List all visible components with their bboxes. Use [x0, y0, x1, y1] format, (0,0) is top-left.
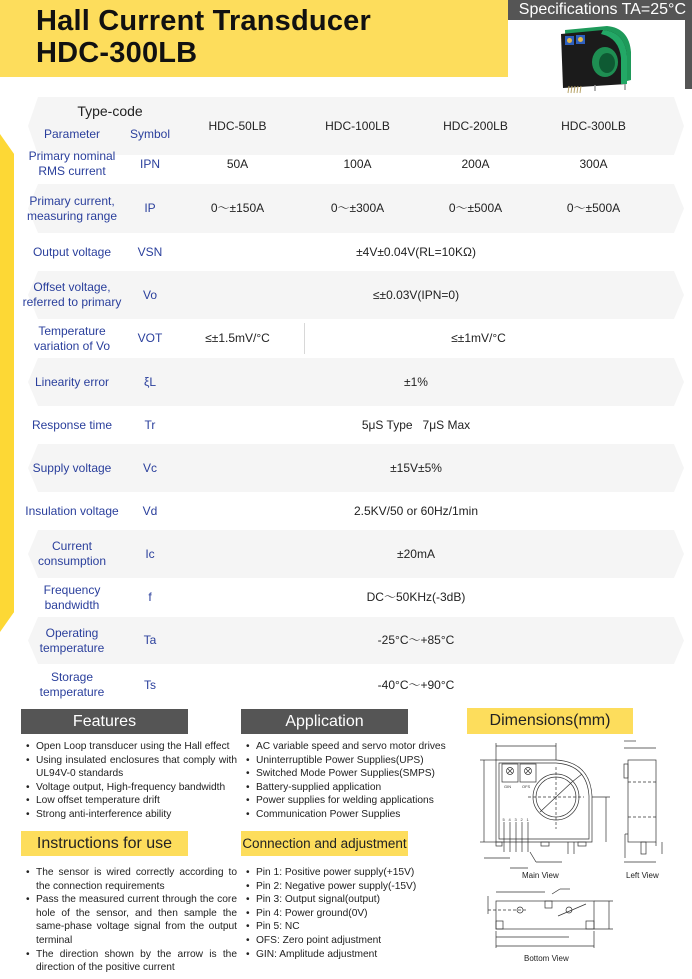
pin-number: 1: [526, 817, 529, 822]
type-code-label: Type-code: [77, 103, 143, 119]
param-line: variation of Vo: [33, 338, 111, 353]
pin-number: 2: [520, 817, 523, 822]
connection-heading: Connection and adjustment: [241, 831, 408, 856]
specifications-label: Specifications TA=25°C: [518, 1, 686, 18]
pin-number: 5: [502, 817, 505, 822]
list-item: • Strong anti-interference ability: [24, 808, 237, 822]
list-item: • Power supplies for welding applications: [244, 794, 460, 808]
param-line: Primary nominal: [28, 149, 116, 163]
symbol: Vd: [142, 503, 158, 518]
param-line: Current: [51, 539, 92, 553]
pin-number: 3: [514, 817, 517, 822]
table-row: [0, 530, 692, 578]
title-line-1: Hall Current Transducer: [36, 5, 371, 37]
value: ±15V±5%: [390, 460, 442, 475]
param-line: referred to primary: [22, 295, 122, 309]
left-view-drawing: [624, 741, 662, 862]
symbol: VOT: [137, 331, 163, 345]
value: -40°C～+90°C: [377, 677, 455, 692]
symbol: ξL: [143, 374, 157, 389]
application-heading: Application: [241, 709, 408, 734]
value: 300A: [579, 156, 608, 171]
value: 0～±150A: [210, 201, 265, 215]
list-item: • Communication Power Supplies: [244, 808, 460, 822]
symbol: VSN: [137, 244, 163, 259]
param-line: Storage: [50, 670, 93, 684]
parameter-name: [16, 617, 128, 664]
value: ≤±0.03V(IPN=0): [372, 287, 460, 302]
table-row: [0, 233, 692, 271]
list-item: • Low offset temperature drift: [24, 794, 237, 808]
param-line: temperature: [39, 685, 105, 699]
value: DC～50KHz(-3dB): [366, 590, 466, 604]
table-row: [0, 664, 692, 706]
product-photo: [555, 22, 637, 94]
value: ≤±1.5mV/°C: [205, 331, 270, 345]
ofs-label: OFS: [522, 784, 531, 789]
param-line: Linearity error: [34, 374, 110, 389]
param-line: Response time: [31, 417, 113, 432]
parameter-name: [16, 444, 128, 492]
value: 50A: [226, 156, 249, 171]
value: ±1%: [404, 374, 428, 389]
list-item: • Pin 2: Negative power supply(-15V): [244, 880, 460, 894]
list-item: • Using insulated enclosures that comply with UL94V-0 standards: [24, 754, 237, 781]
table-row: [0, 406, 692, 444]
model-header: HDC-300LB: [561, 118, 626, 133]
param-line: Supply voltage: [32, 460, 112, 475]
table-row: [0, 319, 692, 358]
list-item: • The sensor is wired correctly according to the connection requirements: [24, 866, 237, 893]
dimensions-heading: Dimensions(mm): [467, 708, 633, 734]
table-row: [0, 578, 692, 617]
parameter-name: [16, 184, 128, 233]
banner-side-bar: [685, 20, 692, 89]
model-header: HDC-100LB: [325, 118, 390, 133]
application-list: [244, 740, 460, 822]
parameter-name: [12, 492, 132, 530]
features-heading: Features: [21, 709, 188, 734]
parameter-name: [16, 233, 128, 271]
table-row: [0, 444, 692, 492]
list-item: • Pin 3: Output signal(output): [244, 893, 460, 907]
symbol: Ic: [145, 546, 155, 561]
symbol: Vc: [142, 460, 157, 475]
pin-number: 4: [508, 817, 511, 822]
model-header: HDC-50LB: [208, 118, 267, 133]
param-line: consumption: [37, 554, 107, 568]
param-line: Output voltage: [32, 244, 112, 259]
value: -25°C～+85°C: [377, 633, 455, 647]
instructions-list: [24, 866, 237, 975]
main-view-label: Main View: [522, 871, 559, 880]
model-header: HDC-200LB: [443, 118, 508, 133]
connection-list: [244, 866, 460, 961]
parameter-name: [16, 144, 128, 184]
table-row: [0, 617, 692, 664]
symbol-header: Symbol: [129, 127, 170, 141]
param-line: Offset voltage,: [33, 280, 111, 294]
list-item: • The direction shown by the arrow is the direction of the positive current: [24, 948, 237, 975]
title-line-2: HDC-300LB: [36, 37, 198, 69]
symbol: Ta: [143, 633, 157, 647]
symbol: IP: [144, 201, 156, 215]
value: ±4V±0.04V(RL=10KΩ): [356, 244, 476, 259]
parameter-name: [16, 406, 128, 444]
param-line: Insulation voltage: [25, 503, 119, 518]
list-item: • Open Loop transducer using the Hall effect: [24, 740, 237, 754]
pin-numbers: [503, 784, 531, 822]
value: 0～±500A: [448, 201, 503, 215]
symbol: Vo: [142, 287, 157, 302]
list-item: • OFS: Zero point adjustment: [244, 934, 460, 948]
list-item: • Pass the measured current through the core hole of the sensor, and then sample the same-phase voltage signal from the output terminal: [24, 893, 237, 947]
product-image: [561, 26, 631, 93]
value: 200A: [461, 156, 490, 171]
list-item: • Pin 4: Power ground(0V): [244, 907, 460, 921]
list-item: • Switched Mode Power Supplies(SMPS): [244, 767, 460, 781]
parameter-header: Parameter: [43, 127, 101, 141]
param-line: Temperature: [38, 323, 106, 338]
table-row: [0, 358, 692, 406]
parameter-name: [16, 358, 128, 406]
parameter-name: [16, 578, 128, 617]
symbol: Tr: [144, 417, 156, 432]
list-item: • Pin 1: Positive power supply(+15V): [244, 866, 460, 880]
value: 0～±500A: [566, 201, 621, 215]
left-view-label: Left View: [626, 871, 659, 880]
table-row: [0, 271, 692, 319]
list-item: • Uninterruptible Power Supplies(UPS): [244, 754, 460, 768]
list-item: • Voltage output, High-frequency bandwidth: [24, 781, 237, 795]
parameter-name: [16, 664, 128, 706]
features-list: [24, 740, 237, 822]
param-line: RMS current: [38, 164, 106, 178]
param-line: Operating: [45, 625, 99, 640]
dimension-drawings: [466, 734, 692, 979]
list-item: • AC variable speed and servo motor drives: [244, 740, 460, 754]
param-line: measuring range: [26, 208, 118, 223]
value: 2.5KV/50 or 60Hz/1min: [353, 503, 479, 518]
param-line: Frequency: [43, 582, 101, 597]
parameter-name: [16, 530, 128, 578]
symbol: f: [148, 590, 152, 604]
list-item: • GIN: Amplitude adjustment: [244, 948, 460, 962]
param-line: Primary current,: [29, 193, 115, 208]
page-title: [36, 5, 371, 69]
instructions-heading: Instructions for use: [21, 831, 188, 856]
specifications-banner: [508, 0, 692, 20]
bottom-view-drawing: [488, 889, 613, 948]
table-row: [0, 144, 692, 184]
value: 5μS Type 7μS Max: [361, 417, 471, 432]
table-row: [0, 184, 692, 233]
parameter-name: [16, 271, 128, 319]
value: ≤±1mV/°C: [451, 331, 506, 345]
value: 0～±300A: [330, 201, 385, 215]
param-line: temperature: [39, 640, 105, 655]
gin-label: GIN: [504, 784, 512, 789]
parameter-name: [16, 319, 128, 358]
table-row: [0, 492, 692, 530]
main-view-drawing: [480, 743, 610, 868]
list-item: • Pin 5: NC: [244, 920, 460, 934]
param-line: bandwidth: [44, 597, 100, 612]
symbol: Ts: [144, 677, 156, 692]
bottom-view-label: Bottom View: [524, 954, 569, 963]
list-item: • Battery-supplied application: [244, 781, 460, 795]
value: 100A: [343, 156, 372, 171]
value: ±20mA: [397, 546, 435, 561]
symbol: IPN: [139, 156, 160, 171]
